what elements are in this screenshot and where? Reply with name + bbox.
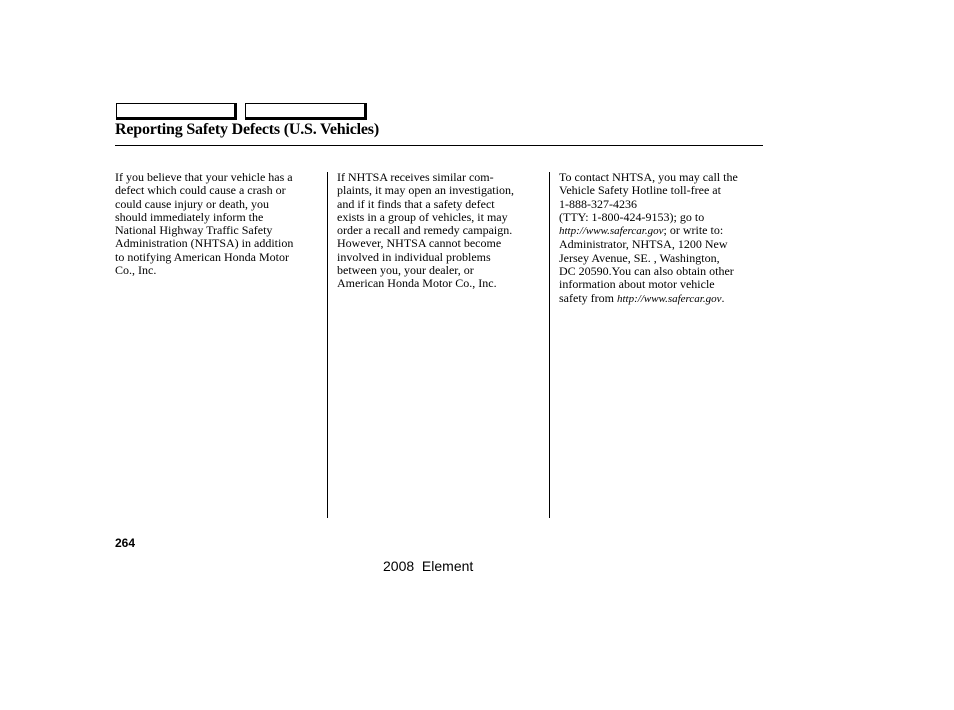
address-line: Administrator, NHTSA, 1200 New [559, 237, 728, 252]
text-line: Vehicle Safety Hotline toll-free at [559, 183, 721, 198]
title-rule [115, 145, 763, 146]
text-line: If you believe that your vehicle has a [115, 170, 293, 184]
safercar-link[interactable]: http://www.safercar.gov [616, 292, 722, 305]
text-line: plaints, it may open an investigation, [337, 183, 514, 198]
text-line: Co., Inc. [115, 263, 157, 278]
column-divider [549, 172, 550, 518]
column-divider [327, 172, 328, 518]
text-column-3 [559, 171, 764, 306]
nav-tab-previous[interactable] [116, 103, 237, 120]
text-fragment: ; or write to: [663, 223, 724, 238]
text-line: If NHTSA receives similar com- [337, 170, 494, 184]
page-number: 264 [115, 536, 136, 550]
text-line: and if it finds that a safety defect [337, 196, 495, 211]
text-line: between you, your dealer, or [337, 263, 474, 278]
text-line: to notifying American Honda Motor [115, 249, 289, 264]
footer-model-name: 2008 Element [383, 558, 474, 574]
text-line: DC 20590.You can also obtain other [559, 264, 734, 279]
paragraph-report-defect [115, 171, 320, 277]
text-line: information about motor vehicle [559, 277, 715, 292]
paragraph-contact-nhtsa [559, 171, 764, 306]
paragraph-nhtsa-investigation [337, 171, 542, 291]
text-line: defect which could cause a crash or [115, 183, 286, 198]
safercar-link[interactable]: http://www.safercar.gov [559, 225, 664, 238]
text-line [559, 292, 764, 306]
text-column-2 [337, 171, 542, 291]
text-line: National Highway Traffic Safety [115, 223, 273, 238]
text-line: Administration (NHTSA) in addition [115, 236, 294, 251]
text-column-1 [115, 171, 320, 277]
nav-tab-next[interactable] [245, 103, 367, 120]
text-fragment: safety from [559, 290, 617, 305]
text-fragment: . [721, 290, 725, 305]
text-line: exists in a group of vehicles, it may [337, 209, 508, 224]
text-line: should immediately inform the [115, 209, 264, 224]
text-line: could cause injury or death, you [115, 196, 269, 211]
text-line: involved in individual problems [337, 249, 491, 264]
section-title: Reporting Safety Defects (U.S. Vehicles) [115, 121, 379, 138]
text-line: To contact NHTSA, you may call the [559, 170, 738, 184]
text-line: American Honda Motor Co., Inc. [337, 276, 497, 291]
text-line [559, 224, 764, 238]
tty-number: (TTY: 1-800-424-9153); go to [559, 209, 705, 224]
hotline-number: 1-888-327-4236 [559, 196, 637, 211]
text-line: order a recall and remedy campaign. [337, 223, 513, 238]
text-line: However, NHTSA cannot become [337, 236, 502, 251]
address-line: Jersey Avenue, SE. , Washington, [559, 250, 720, 265]
